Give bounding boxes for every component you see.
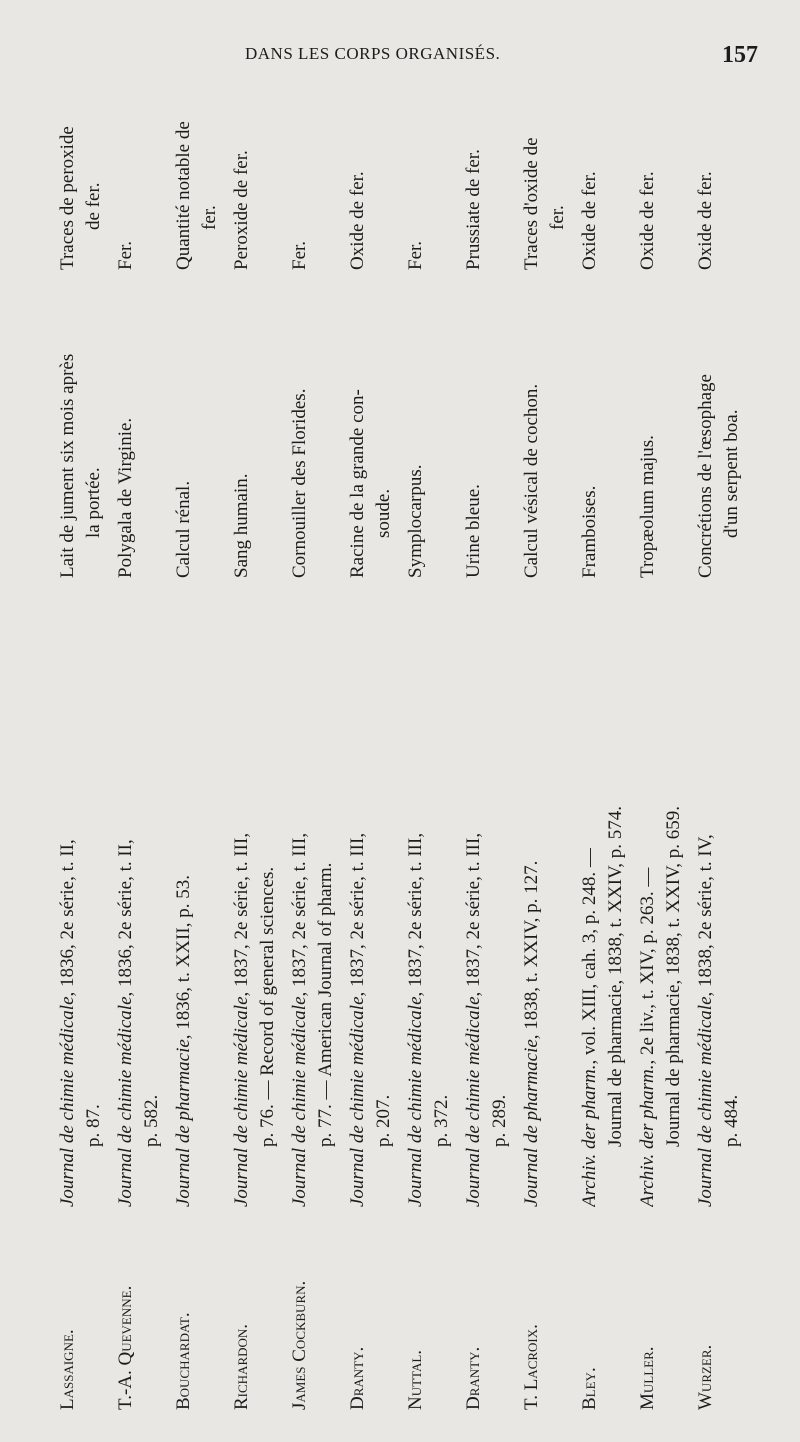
- journal-title: Journal de chimie médicale: [115, 996, 136, 1207]
- author-name: T. Lacroix.: [521, 1324, 542, 1410]
- metal-found: [403, 58, 429, 270]
- table-row: [55, 58, 111, 1410]
- metal-line: Traces d'oxide de: [521, 137, 542, 270]
- metal-line: Fer.: [405, 240, 426, 270]
- metal-found: [577, 58, 603, 270]
- material-continuation: soude.: [373, 488, 394, 538]
- source-details: , 1838, t. XXIV, p. 127.: [521, 860, 542, 1040]
- material-line: Cornouiller des Florides.: [289, 388, 310, 578]
- author-name: Richardon.: [231, 1323, 252, 1410]
- source-reference: [287, 587, 339, 1207]
- author-name: Nuttal.: [405, 1349, 426, 1410]
- material-analyzed: [171, 278, 197, 578]
- metal-line: Oxide de fer.: [637, 171, 658, 270]
- metal-found: [693, 58, 719, 270]
- source-continuation: p. 484.: [721, 1094, 742, 1147]
- table-row: [345, 58, 401, 1410]
- source-reference: [113, 587, 165, 1207]
- table-row: [229, 58, 285, 1410]
- table-row: [461, 58, 517, 1410]
- material-line: Calcul rénal.: [173, 480, 194, 578]
- source-continuation: p. 207.: [373, 1094, 394, 1147]
- material-analyzed: [345, 278, 397, 578]
- source-details: , 1837, 2e série, t. III,: [289, 832, 310, 997]
- journal-title: Archiv. der pharm.: [637, 1064, 658, 1207]
- material-analyzed: [635, 278, 661, 578]
- metal-line: Fer.: [289, 240, 310, 270]
- metal-found: [461, 58, 487, 270]
- table-row: [577, 58, 633, 1410]
- material-continuation: d'un serpent boa.: [721, 409, 742, 538]
- source-continuation: p. 76. — Record of general sciences.: [257, 866, 278, 1147]
- author-name: T.-A. Quevenne.: [115, 1285, 136, 1410]
- author-name: James Cockburn.: [289, 1280, 310, 1410]
- rotated-table: [55, 58, 755, 1410]
- journal-title: Journal de chimie médicale: [463, 996, 484, 1207]
- source-details: , 1836, 2e série, t. II,: [57, 839, 78, 997]
- material-line: Concrétions de l'œsophage: [695, 374, 716, 578]
- table-row: [519, 58, 575, 1410]
- journal-title: Journal de chimie médicale: [57, 996, 78, 1207]
- author-name: Dranty.: [463, 1346, 484, 1410]
- metal-continuation: de fer.: [83, 182, 104, 230]
- source-reference: [403, 587, 455, 1207]
- source-continuation: p. 582.: [141, 1094, 162, 1147]
- author-name: Wurzer.: [695, 1344, 716, 1410]
- material-analyzed: [287, 278, 313, 578]
- material-analyzed: [113, 278, 139, 578]
- metal-line: Prussiate de fer.: [463, 149, 484, 270]
- source-reference: [229, 587, 281, 1207]
- journal-title: Journal de chimie médicale: [347, 996, 368, 1207]
- material-continuation: la portée.: [83, 467, 104, 538]
- source-reference: [55, 587, 107, 1207]
- metal-continuation: fer.: [547, 205, 568, 230]
- source-continuation: p. 77. — American Journal of pharm.: [315, 862, 336, 1147]
- material-analyzed: [403, 278, 429, 578]
- source-details: , 1837, 2e série, t. III,: [463, 832, 484, 997]
- source-continuation: p. 372.: [431, 1094, 452, 1147]
- material-analyzed: [519, 278, 545, 578]
- metal-line: Oxide de fer.: [579, 171, 600, 270]
- metal-line: Quantité notable de: [173, 121, 194, 270]
- metal-line: Traces de peroxide: [57, 126, 78, 270]
- material-line: Calcul vésical de cochon.: [521, 383, 542, 578]
- metal-line: Oxide de fer.: [695, 171, 716, 270]
- material-line: Sang humain.: [231, 473, 252, 578]
- source-details: , 1836, 2e série, t. II,: [115, 839, 136, 997]
- source-details: , 1836, t. XXII, p. 53.: [173, 875, 194, 1040]
- metal-found: [287, 58, 313, 270]
- journal-title: Journal de chimie médicale: [289, 996, 310, 1207]
- source-reference: [519, 587, 545, 1207]
- metal-found: [55, 58, 107, 270]
- metal-continuation: fer.: [199, 205, 220, 230]
- journal-title: Archiv. der pharm.: [579, 1064, 600, 1207]
- source-details: , 1837, 2e série, t. III,: [231, 832, 252, 997]
- source-reference: [635, 587, 687, 1207]
- running-head: DANS LES CORPS ORGANISÉS.: [245, 44, 501, 63]
- material-analyzed: [461, 278, 487, 578]
- journal-title: Journal de chimie médicale: [695, 996, 716, 1207]
- material-line: Lait de jument six mois après: [57, 353, 78, 578]
- material-line: Urine bleue.: [463, 484, 484, 578]
- source-details: , 1837, 2e série, t. III,: [405, 832, 426, 997]
- table-row: [403, 58, 459, 1410]
- metal-found: [229, 58, 255, 270]
- source-continuation: Journal de pharmacie, 1838, t. XXIV, p. 574.: [605, 805, 626, 1147]
- page-number: 157: [722, 42, 758, 68]
- metal-found: [171, 58, 223, 270]
- author-name: Bouchardat.: [173, 1312, 194, 1410]
- material-line: Polygala de Virginie.: [115, 417, 136, 578]
- source-continuation: p. 87.: [83, 1104, 104, 1147]
- metal-found: [113, 58, 139, 270]
- author-name: Muller.: [637, 1346, 658, 1410]
- source-reference: [461, 587, 513, 1207]
- table-row: [693, 58, 749, 1410]
- journal-title: Journal de pharmacie: [173, 1039, 194, 1207]
- source-details: , vol. XIII, cah. 3, p. 248. —: [579, 848, 600, 1065]
- source-details: , 1838, 2e série, t. IV,: [695, 834, 716, 997]
- material-analyzed: [577, 278, 603, 578]
- source-continuation: p. 289.: [489, 1094, 510, 1147]
- source-reference: [345, 587, 397, 1207]
- material-line: Tropæolum majus.: [637, 435, 658, 578]
- table-row: [635, 58, 691, 1410]
- material-line: Symplocarpus.: [405, 464, 426, 578]
- table-row: [113, 58, 169, 1410]
- table-row: [287, 58, 343, 1410]
- table-row: [171, 58, 227, 1410]
- material-line: Racine de la grande con-: [347, 389, 368, 578]
- author-name: Dranty.: [347, 1346, 368, 1410]
- source-details: , 1837, 2e série, t. III,: [347, 832, 368, 997]
- metal-line: Oxide de fer.: [347, 171, 368, 270]
- source-reference: [171, 587, 197, 1207]
- source-details: , 2e liv., t. XIV, p. 263. —: [637, 867, 658, 1065]
- metal-found: [635, 58, 661, 270]
- metal-line: Fer.: [115, 240, 136, 270]
- metal-found: [345, 58, 371, 270]
- author-name: Lassaigne.: [57, 1329, 78, 1410]
- source-continuation: Journal de pharmacie, 1838, t. XXIV, p. 659.: [663, 805, 684, 1147]
- metal-line: Peroxide de fer.: [231, 150, 252, 270]
- journal-title: Journal de chimie médicale: [231, 996, 252, 1207]
- journal-title: Journal de pharmacie: [521, 1039, 542, 1207]
- metal-found: [519, 58, 571, 270]
- author-name: Bley.: [579, 1367, 600, 1410]
- source-reference: [577, 587, 629, 1207]
- journal-title: Journal de chimie médicale: [405, 996, 426, 1207]
- material-analyzed: [55, 278, 107, 578]
- material-line: Framboises.: [579, 485, 600, 578]
- source-reference: [693, 587, 745, 1207]
- material-analyzed: [229, 278, 255, 578]
- material-analyzed: [693, 278, 745, 578]
